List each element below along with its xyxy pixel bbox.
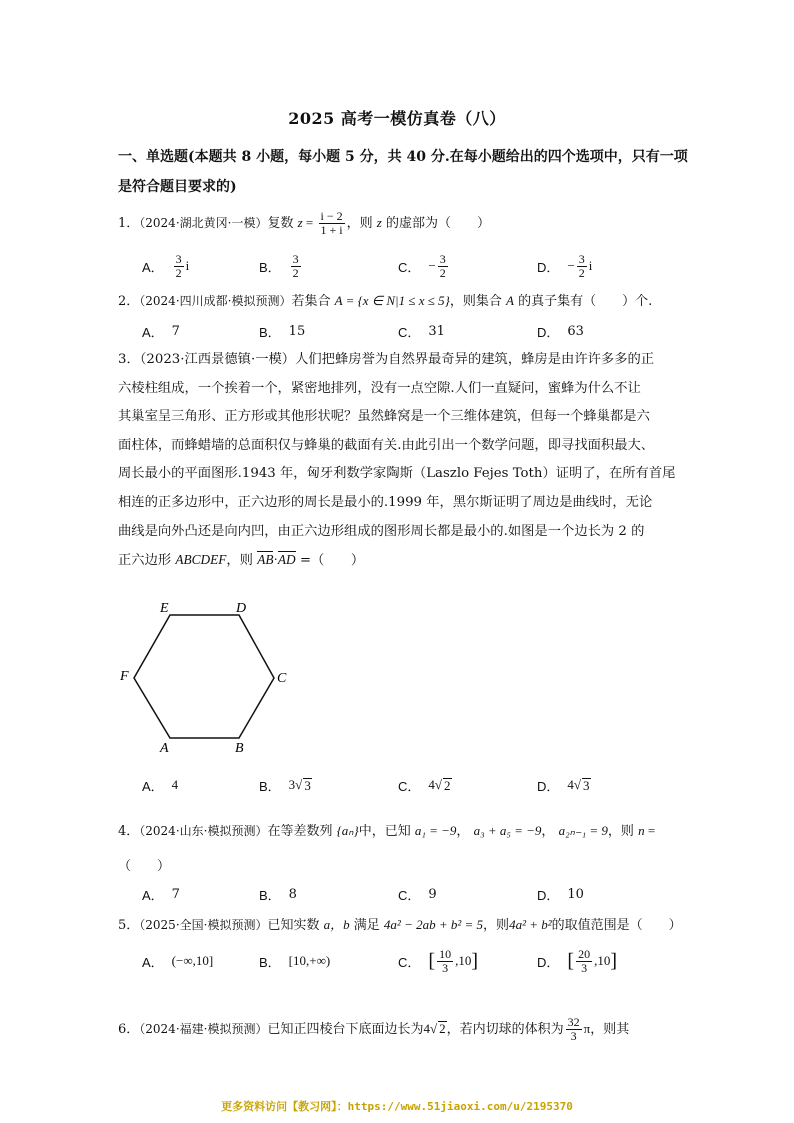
option-c[interactable]: [398, 314, 445, 348]
fraction-numerator: 10: [439, 946, 452, 961]
option-value: 15: [288, 323, 306, 339]
option-d[interactable]: [537, 314, 584, 348]
option-value: 63: [567, 323, 584, 339]
question-4-options: [142, 877, 682, 911]
option-label: A．: [142, 778, 164, 794]
option-label: C．: [398, 324, 421, 340]
math-sequence: {aₙ}: [336, 823, 359, 838]
option-label: D．: [537, 778, 560, 794]
question-5: [118, 916, 683, 935]
paragraph-line: [118, 546, 683, 576]
question-text: ，则: [346, 216, 373, 231]
math-condition: 4a² − 2ab + b² = 5: [383, 917, 484, 932]
paragraph-line: 六棱柱组成，一个挨着一个，紧密地排列，没有一点空隙.人们一直疑问，蜜蜂为什么不让: [118, 380, 641, 396]
paragraph-text: =（ ）: [299, 553, 365, 569]
math-vars: a，b: [323, 917, 350, 932]
option-suffix: i: [588, 258, 593, 273]
option-a[interactable]: [142, 249, 189, 283]
fraction-numerator: 3: [439, 251, 446, 266]
option-label: D．: [537, 954, 560, 970]
fraction-denominator: 1 + i: [320, 223, 343, 237]
hexagon-figure: [112, 596, 302, 756]
math-var: n: [638, 823, 645, 838]
option-label: A．: [142, 259, 164, 275]
question-source: （2024·山东·模拟预测）: [139, 824, 268, 838]
option-label: C．: [398, 954, 421, 970]
paragraph-text: 正六边形: [118, 553, 172, 569]
question-number: 1．: [118, 216, 140, 231]
answer-paren: （ ）: [118, 859, 171, 874]
option-label: B．: [259, 954, 281, 970]
question-line: 4．（2024·山东·模拟预测）在等差数列 {aₙ}中，已知 a₁ = −9， a₃ + a₅ = −9， a₂ₙ₋₁ = 9，则 n =: [118, 823, 656, 839]
option-label: A．: [142, 324, 164, 340]
question-text: 若集合: [291, 294, 331, 309]
option-value: 7: [171, 886, 180, 902]
option-value: [10,+∞): [288, 953, 331, 968]
question-source: （2024·四川成都·模拟预测）: [139, 294, 292, 308]
math-condition: a₂ₙ₋₁ = 9: [558, 823, 608, 838]
option-label: B．: [259, 259, 281, 275]
option-value: 8: [288, 886, 297, 902]
option-label: B．: [259, 324, 281, 340]
math-eq: =: [644, 823, 656, 838]
question-text: ，则集合: [449, 294, 502, 309]
vertex-label-b: B: [235, 741, 244, 756]
option-value: 31: [428, 323, 445, 339]
math-var: A: [506, 293, 514, 308]
fraction-denominator: 3: [581, 960, 588, 975]
question-number: 3．: [118, 352, 140, 367]
question-source: （2025·全国·模拟预测）: [139, 918, 268, 932]
option-value: (−∞,10]: [171, 953, 214, 968]
fraction-denominator: 2: [578, 265, 585, 280]
fraction-numerator: 3: [292, 251, 299, 266]
question-text: 已知正四棱台下底面边长为: [267, 1022, 424, 1037]
question-text: 的虚部为（ ）: [385, 216, 490, 231]
option-radicand: 3: [583, 777, 590, 793]
math-condition: a₃ + a₅ = −9: [473, 823, 542, 838]
option-coef: 4: [171, 777, 179, 792]
option-label: D．: [537, 887, 560, 903]
question-source: （2024·福建·模拟预测）: [139, 1022, 268, 1036]
question-1-options: [142, 249, 682, 283]
vector-ab: AB: [257, 552, 274, 568]
option-b[interactable]: [259, 877, 297, 911]
vertex-label-d: D: [236, 601, 247, 616]
option-label: A．: [142, 887, 164, 903]
vertex-label-a: A: [160, 741, 169, 756]
option-c[interactable]: [398, 249, 450, 283]
option-d[interactable]: [537, 877, 584, 911]
option-value: 10: [567, 886, 584, 902]
question-2: [118, 292, 683, 311]
option-label: C．: [398, 778, 421, 794]
section-heading: 一、单选题(本题共 8 小题，每小题 5 分，共 40 分.在每小题给出的四个选项中，只有一项是符合题目要求的): [118, 149, 688, 195]
question-3: [118, 346, 683, 576]
option-d[interactable]: D． [ $\frac{20}{3}$ ,10 ]: [537, 946, 617, 975]
question-1: [118, 210, 683, 237]
math-set: A = {x ∈ N|1 ≤ x ≤ 5}: [334, 293, 450, 308]
fraction-numerator: 20: [578, 946, 591, 961]
question-text: 已知实数: [267, 918, 320, 933]
option-a[interactable]: [142, 877, 180, 911]
option-b[interactable]: [259, 249, 303, 283]
math-fraction: [319, 210, 345, 237]
option-label: C．: [398, 887, 421, 903]
option-coef: 4: [428, 777, 435, 792]
option-sign: −: [428, 258, 436, 273]
fraction-denominator: 3: [442, 960, 449, 975]
option-label: C．: [398, 259, 421, 275]
question-text: ，则: [607, 824, 634, 839]
option-label: D．: [537, 259, 560, 275]
vertex-label-c: C: [277, 671, 287, 686]
option-b[interactable]: [259, 944, 330, 978]
question-text: 中，已知: [358, 824, 411, 839]
option-d[interactable]: D． 4 √ 3: [537, 777, 590, 794]
page-title: 2025 高考一模仿真卷（八）: [288, 109, 506, 128]
question-number: 5．: [118, 918, 140, 933]
fraction-numerator: 3: [175, 251, 182, 266]
question-text: 的取值范围是（ ）: [551, 918, 682, 933]
option-tail: ,10: [455, 953, 472, 968]
option-c[interactable]: C． 4 √ 2: [398, 777, 451, 794]
question-number: 6．: [118, 1022, 140, 1037]
hexagon-shape: [134, 615, 274, 738]
option-a[interactable]: [142, 768, 178, 802]
question-number: 4．: [118, 824, 140, 839]
paragraph-line: 面柱体，而蜂蜡墙的总面积仅与蜂巢的截面有关.由此引出一个数学问题，即寻找面积最大、: [118, 437, 655, 453]
math-coef: 4: [423, 1021, 430, 1036]
option-a[interactable]: [142, 314, 180, 348]
paragraph-line: 周长最小的平面图形.1943 年，匈牙利数学家陶斯（Laszlo Fejes Toth）证明了，在所有首尾: [118, 466, 676, 482]
vector-ad: AD: [277, 552, 296, 568]
math-dot: ·: [273, 552, 278, 568]
option-tail: ,10: [594, 953, 611, 968]
question-text: 满足: [353, 918, 380, 933]
question-source: （2024·湖北黄冈·一模）: [139, 216, 268, 230]
option-radicand: 3: [304, 777, 311, 793]
fraction-numerator: i − 2: [320, 209, 343, 223]
paragraph-line: 其巢室呈三角形、正方形或其他形状呢？虽然蜂窝是一个三维体建筑，但每一个蜂巢都是六: [118, 409, 650, 425]
option-a[interactable]: [142, 944, 213, 978]
option-value: 9: [428, 886, 437, 902]
option-label: B．: [259, 887, 281, 903]
option-sign: −: [567, 258, 575, 273]
question-text: 复数: [267, 216, 294, 231]
question-text: 在等差数列: [267, 824, 333, 839]
question-5-options: [142, 944, 682, 978]
math-condition: a₁ = −9: [414, 823, 457, 838]
vertex-label-f: F: [120, 669, 129, 684]
option-c[interactable]: [398, 877, 437, 911]
option-value: 7: [171, 323, 180, 339]
fraction-denominator: 2: [175, 265, 182, 280]
math-radicand: 2: [439, 1021, 446, 1036]
fraction-denominator: 3: [570, 1029, 577, 1043]
math-var: ABCDEF: [175, 552, 227, 568]
option-label: D．: [537, 324, 560, 340]
fraction-numerator: 3: [578, 251, 585, 266]
question-text: ，则: [483, 918, 510, 933]
question-4: [118, 816, 683, 882]
paragraph-text: ，则: [226, 553, 253, 569]
question-text: ，则其: [590, 1022, 630, 1037]
option-label: B．: [259, 778, 281, 794]
question-number: 2．: [118, 294, 140, 309]
footer-link[interactable]: 更多资料访问【教习网】：https://www.51jiaoxi.com/u/2195370: [221, 1100, 573, 1113]
option-coef: 3: [288, 777, 296, 792]
question-3-options: [142, 768, 682, 802]
math-eq: =: [302, 215, 317, 230]
option-d[interactable]: [537, 249, 592, 283]
math-var: z: [297, 215, 303, 230]
question-source: （2023·江西景德镇·一模）: [139, 352, 296, 367]
paragraph-line: [118, 346, 683, 375]
option-c[interactable]: C． [ $\frac{10}{3}$ ,10 ]: [398, 946, 478, 975]
option-radicand: 2: [444, 777, 451, 793]
question-text: 的真子集有（ ）个.: [518, 294, 653, 309]
math-expression: 4a² + b²: [509, 917, 552, 932]
option-b[interactable]: [259, 314, 305, 348]
question-text: ，若内切球的体积为: [446, 1022, 564, 1037]
math-var: z: [376, 215, 382, 230]
option-suffix: i: [185, 258, 190, 273]
vertex-label-e: E: [160, 601, 169, 616]
math-pi: π: [583, 1021, 591, 1036]
paragraph-text: 人们把蜂房誉为自然界最奇异的建筑，蜂房是由许许多多的正: [295, 352, 655, 367]
fraction-denominator: 2: [292, 265, 299, 280]
option-b[interactable]: B． 3 √ 3: [259, 777, 311, 794]
fraction-denominator: 2: [439, 265, 446, 280]
question-2-options: [142, 314, 682, 348]
paragraph-line: 相连的正多边形中，正六边形的周长是最小的.1999 年，黑尔斯证明了周边是曲线时，无论: [118, 494, 653, 510]
option-coef: 4: [567, 777, 574, 792]
paragraph-line: 曲线是向外凸还是向内凹，由正六边形组成的图形周长都是最小的.如图是一个边长为 2 的: [118, 523, 645, 539]
question-6: 6．（2024·福建·模拟预测）已知正四棱台下底面边长为4√ 2，若内切球的体积为 $\frac{32}{3}$ π，则其: [118, 1015, 630, 1043]
fraction-numerator: 32: [567, 1015, 580, 1029]
option-label: A．: [142, 954, 164, 970]
